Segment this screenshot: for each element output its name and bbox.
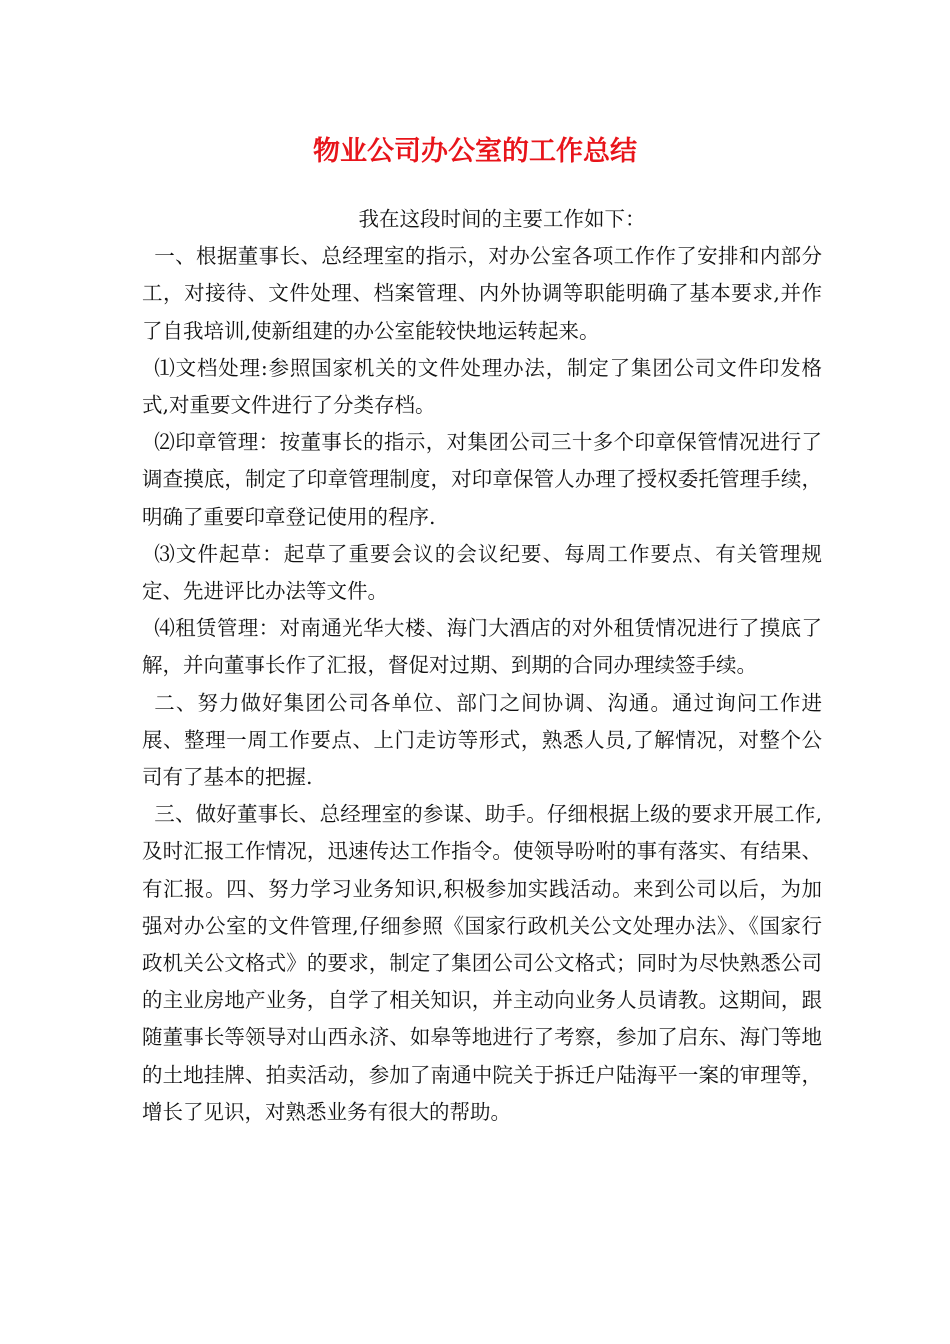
intro-line: 我在这段时间的主要工作如下： bbox=[358, 207, 646, 231]
paragraph-2: ⑴文档处理:参照国家机关的文件处理办法，制定了集团公司文件印发格式,对重要文件进行了分类存档。 bbox=[142, 355, 822, 418]
document-title: 物业公司办公室的工作总结 bbox=[313, 136, 637, 167]
paragraph-3: ⑵印章管理：按董事长的指示，对集团公司三十多个印章保管情况进行了调查摸底，制定了印章管理制度，对印章保管人办理了授权委托管理手续，明确了重要印章登记使用的程序. bbox=[142, 430, 822, 529]
paragraph-1: 一、根据董事长、总经理室的指示，对办公室各项工作作了安排和内部分工，对接待、文件处理、档案管理、内外协调等职能明确了基本要求,并作了自我培训,使新组建的办公室能较快地运转起来。 bbox=[142, 244, 822, 343]
document-body bbox=[142, 201, 822, 1131]
paragraph-5: ⑷租赁管理：对南通光华大楼、海门大酒店的对外租赁情况进行了摸底了解，并向董事长作了汇报，督促对过期、到期的合同办理续签手续。 bbox=[142, 616, 822, 678]
paragraph-4: ⑶文件起草：起草了重要会议的会议纪要、每周工作要点、有关管理规定、先进评比办法等文件。 bbox=[142, 541, 822, 604]
paragraph-7: 三、做好董事长、总经理室的参谋、助手。仔细根据上级的要求开展工作,及时汇报工作情况，迅速传达工作指令。使领导吩咐的事有落实、有结果、有汇报。四、努力学习业务知识,积极参加实践活动。来到公司以后，为加强对办公室的文件管理,仔细参照《国家行政机关公文处理办法》、《国家行政机关公文格式》的要求，制定了集团公司公文格式；同时为尽快熟悉公司的主业房地产业务，自学了相关知识，并主动向业务人员请教。这期间，跟随董事长等领导对山西永济、如皋等地进行了考察，参加了启东、海门等地的土地挂牌、拍卖活动，参加了南通中院关于拆迁户陆海平一案的审理等，增长了见识，对熟悉业务有很大的帮助。 bbox=[142, 802, 822, 1124]
paragraph-6: 二、努力做好集团公司各单位、部门之间协调、沟通。通过询问工作进展、整理一周工作要点、上门走访等形式，熟悉人员,了解情况，对整个公司有了基本的把握. bbox=[142, 690, 822, 790]
